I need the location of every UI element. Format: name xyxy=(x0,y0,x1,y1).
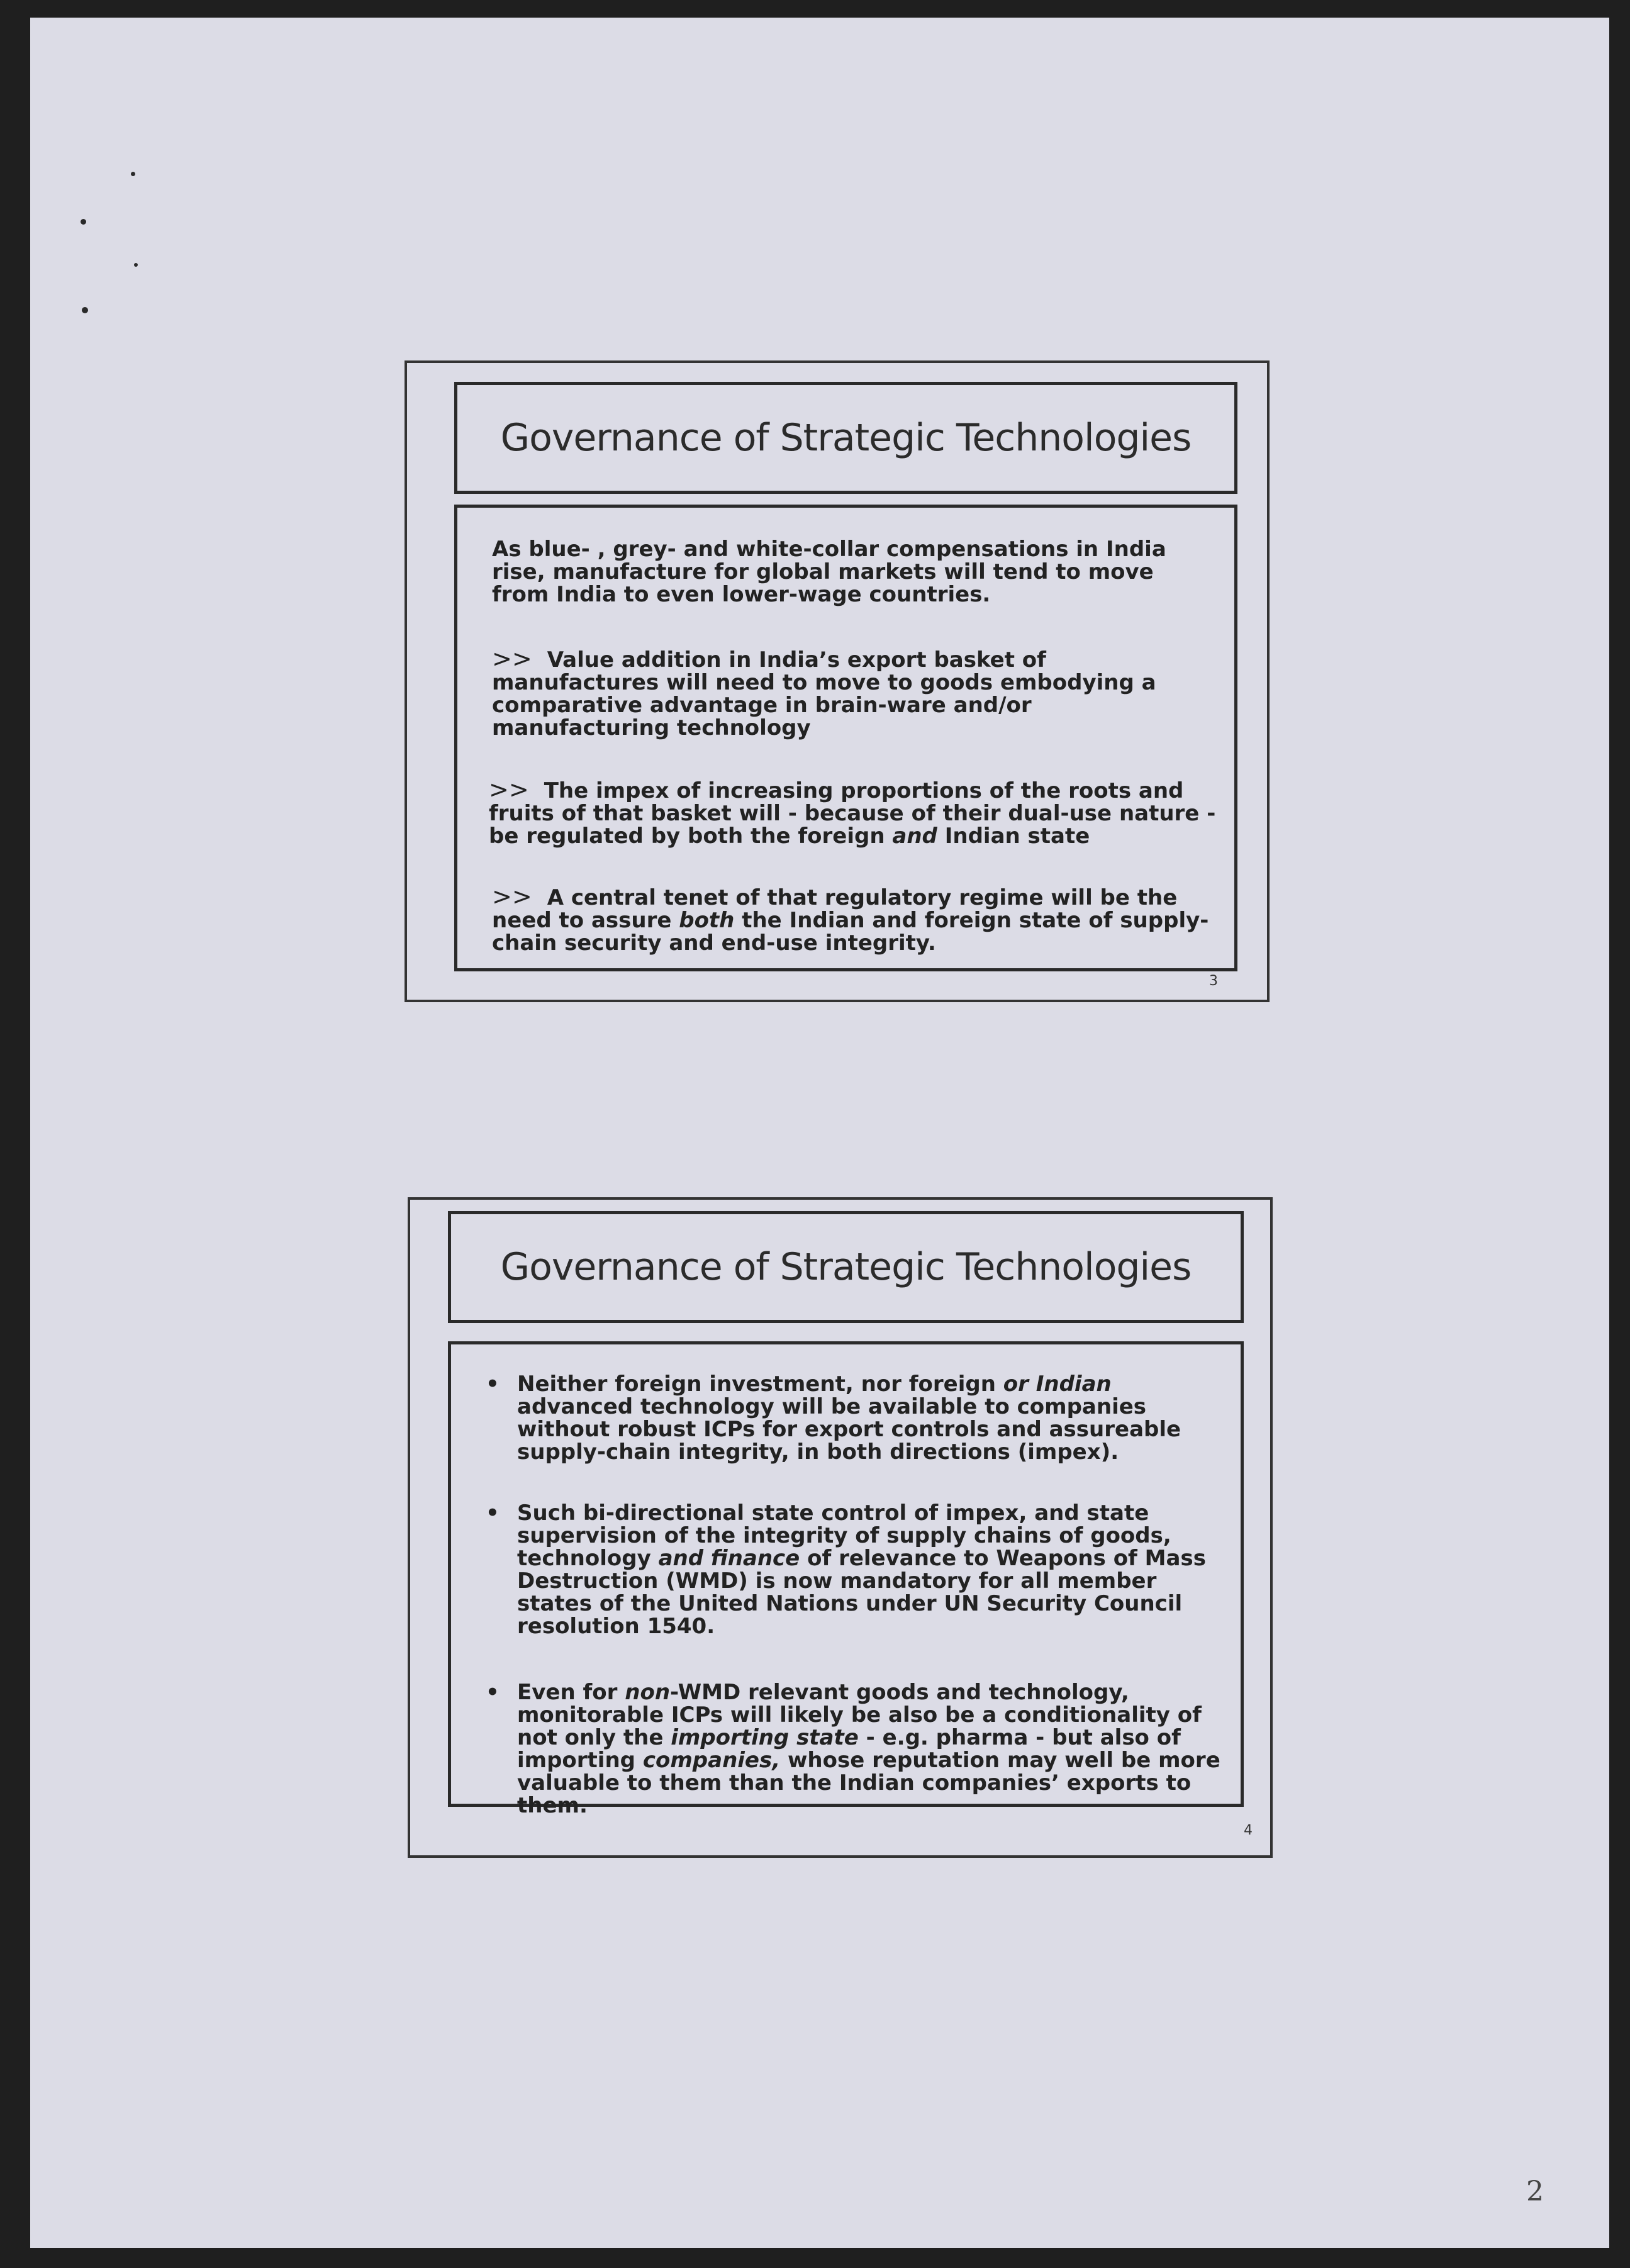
bullet-dot: • xyxy=(486,1500,500,1526)
handwritten-page-mark: 2 xyxy=(1526,2176,1544,2208)
bullet-3-emphasis-2: importing state xyxy=(671,1725,859,1750)
point-2-emphasis: and xyxy=(892,824,937,849)
slide-title-box xyxy=(448,1211,1244,1323)
point-3 xyxy=(492,885,1215,954)
bullet-3-text-end: whose reputation may well be more valuable to them than the Indian companies’ exports to them. xyxy=(517,1748,1220,1818)
bullet-item xyxy=(486,1680,1222,1818)
point-1 xyxy=(492,647,1190,739)
slide-title-box xyxy=(454,382,1237,494)
point-3-text: A central tenet of that regulatory regime will be the need to assure xyxy=(492,885,1178,933)
point-2 xyxy=(489,778,1225,847)
slide-4 xyxy=(408,1197,1273,1858)
bullet-2-text-end: of relevance to Weapons of Mass Destruction (WMD) is now mandatory for all member states of the United Nations under UN Security Council resolution 1540. xyxy=(517,1546,1206,1639)
paper-sheet xyxy=(30,18,1609,2248)
bullet-3-text-3: - e.g. pharma - but also of importing xyxy=(517,1725,1181,1773)
slide-page-number: 4 xyxy=(1244,1823,1253,1838)
bullet-1-text-end: advanced technology will be available to companies without robust ICPs for export controls and assureable supply-chain integrity, in both directions (impex). xyxy=(517,1394,1181,1465)
punch-hole-mark xyxy=(131,172,135,176)
punch-hole-mark xyxy=(134,263,138,267)
punch-hole-mark xyxy=(82,307,88,313)
slide-title: Governance of Strategic Technologies xyxy=(500,1245,1192,1289)
bullet-item xyxy=(486,1371,1222,1465)
bullet-3-text: Even for xyxy=(517,1680,625,1705)
slide-body-box xyxy=(454,505,1237,971)
point-2-text-end: Indian state xyxy=(937,824,1090,849)
point-2-text: The impex of increasing proportions of the roots and fruits of that basket will - because of their dual-use nature - be regulated by both the foreign xyxy=(489,778,1216,849)
bullet-2-text: Such bi-directional state control of impex, and state supervision of the integrity of supply chains of goods, technology xyxy=(517,1500,1171,1571)
punch-hole-mark xyxy=(81,219,86,225)
point-1-text: Value addition in India’s export basket of manufactures will need to move to goods embodying a comparative advantage in brain-ware and/or manufacturing technology xyxy=(492,647,1156,740)
slide-page-number: 3 xyxy=(1209,973,1218,989)
intro-paragraph xyxy=(492,538,1215,606)
intro-text: As blue- , grey- and white-collar compensations in India rise, manufacture for global markets will tend to move from India to even lower-wage countries. xyxy=(492,537,1166,607)
slide-body-box xyxy=(448,1341,1244,1818)
point-3-emphasis: both xyxy=(679,908,735,933)
bullet-1-text: Neither foreign investment, nor foreign xyxy=(517,1371,1003,1397)
slide-title: Governance of Strategic Technologies xyxy=(500,416,1192,460)
point-3-text-end: the Indian and foreign state of supply-chain security and end-use integrity. xyxy=(492,908,1209,956)
point-marker: >> xyxy=(489,776,529,803)
bullet-3-emphasis: non xyxy=(625,1680,671,1705)
bullet-3-emphasis-3: companies, xyxy=(642,1748,781,1773)
bullet-2-emphasis: and finance xyxy=(658,1546,800,1571)
bullet-3-text-2: -WMD relevant goods and technology, monitorable ICPs will likely be also be a conditionality of not only the xyxy=(517,1680,1202,1750)
point-marker: >> xyxy=(492,645,532,673)
bullet-dot: • xyxy=(486,1371,500,1397)
bullet-1-emphasis: or Indian xyxy=(1003,1371,1112,1397)
slide-3 xyxy=(405,360,1270,1002)
point-marker: >> xyxy=(492,883,532,910)
bullet-dot: • xyxy=(486,1680,500,1705)
bullet-item xyxy=(486,1500,1222,1639)
